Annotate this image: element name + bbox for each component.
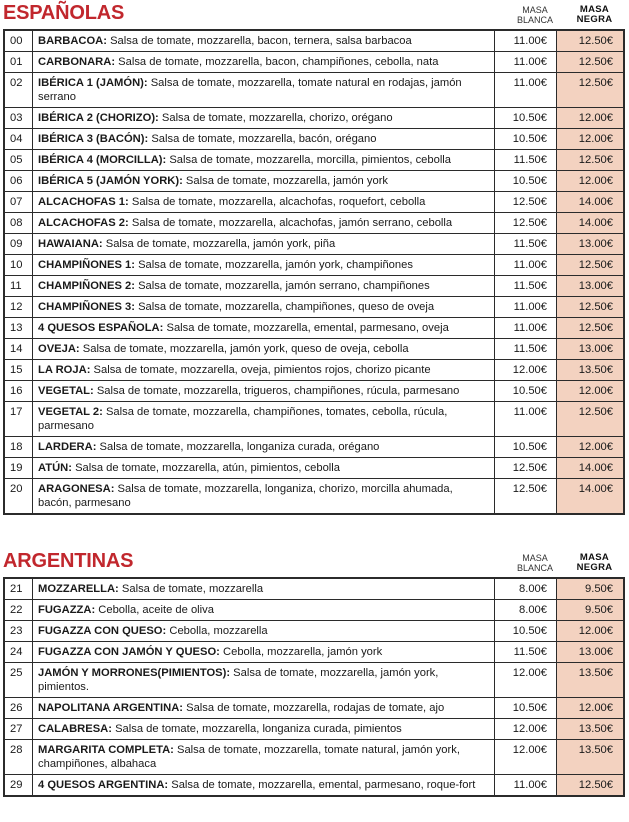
- item-number: 04: [4, 129, 33, 150]
- item-description-cell: [33, 698, 495, 719]
- menu-table: [3, 577, 625, 797]
- item-description-cell: [33, 437, 495, 458]
- price-masa-blanca: 11.00€: [495, 73, 557, 108]
- price-masa-negra: 12.00€: [557, 437, 625, 458]
- price-masa-blanca: 12.50€: [495, 479, 557, 515]
- menu-row: [4, 150, 624, 171]
- item-name: ALCACHOFAS 1:: [38, 196, 129, 208]
- item-ingredients: Salsa de tomate, mozzarella, tomate natural en rodajas, jamón serrano: [38, 77, 462, 103]
- item-number: 25: [4, 663, 33, 698]
- item-name: VEGETAL:: [38, 385, 94, 397]
- item-description-cell: [33, 52, 495, 73]
- menu-row: [4, 192, 624, 213]
- item-ingredients: Salsa de tomate, mozzarella, chorizo, orégano: [158, 112, 393, 124]
- item-name: IBÉRICA 5 (JAMÓN YORK):: [38, 175, 183, 187]
- column-header-line: MASA: [579, 4, 610, 15]
- item-description-cell: [33, 150, 495, 171]
- item-ingredients: Salsa de tomate, mozzarella, jamón york, champiñones: [134, 259, 413, 271]
- item-number: 14: [4, 339, 33, 360]
- column-header-line: NEGRA: [576, 14, 613, 25]
- item-number: 13: [4, 318, 33, 339]
- item-number: 05: [4, 150, 33, 171]
- column-header-masa-negra: [564, 5, 625, 25]
- price-masa-blanca: 10.50€: [495, 108, 557, 129]
- price-masa-blanca: 11.00€: [495, 52, 557, 73]
- item-name: MOZZARELLA:: [38, 583, 119, 595]
- price-masa-negra: 14.00€: [557, 213, 625, 234]
- item-name: NAPOLITANA ARGENTINA:: [38, 702, 184, 714]
- item-name: OVEJA:: [38, 343, 80, 355]
- price-masa-negra: 13.00€: [557, 276, 625, 297]
- price-masa-negra: 12.50€: [557, 297, 625, 318]
- item-description-cell: [33, 213, 495, 234]
- menu-row: [4, 621, 624, 642]
- menu-row: [4, 213, 624, 234]
- item-number: 15: [4, 360, 33, 381]
- section-header: [3, 548, 625, 577]
- item-name: ALCACHOFAS 2:: [38, 217, 129, 229]
- item-number: 10: [4, 255, 33, 276]
- price-masa-negra: 13.00€: [557, 642, 625, 663]
- price-masa-negra: 12.50€: [557, 52, 625, 73]
- menu-row: [4, 642, 624, 663]
- price-masa-blanca: 12.00€: [495, 740, 557, 775]
- item-name: IBÉRICA 1 (JAMÓN):: [38, 77, 148, 89]
- item-number: 16: [4, 381, 33, 402]
- item-name: CALABRESA:: [38, 723, 112, 735]
- item-ingredients: Salsa de tomate, mozzarella, jamón york: [182, 175, 389, 187]
- item-number: 07: [4, 192, 33, 213]
- item-description-cell: [33, 663, 495, 698]
- menu-row: [4, 600, 624, 621]
- price-masa-negra: 12.50€: [557, 318, 625, 339]
- item-description-cell: [33, 234, 495, 255]
- price-masa-negra: 14.00€: [557, 458, 625, 479]
- item-ingredients: Salsa de tomate, mozzarella, jamón york, piña: [102, 238, 336, 250]
- item-name: CHAMPIÑONES 1:: [38, 259, 135, 271]
- item-ingredients: Salsa de tomate, mozzarella, longaniza curada, orégano: [96, 441, 380, 453]
- price-masa-negra: 12.50€: [557, 30, 625, 52]
- item-name: LARDERA:: [38, 441, 97, 453]
- item-ingredients: Salsa de tomate, mozzarella, rodajas de tomate, ajo: [183, 702, 445, 714]
- menu-row: [4, 255, 624, 276]
- menu-table: [3, 29, 625, 515]
- item-description-cell: [33, 318, 495, 339]
- item-name: IBÉRICA 2 (CHORIZO):: [38, 112, 159, 124]
- price-masa-blanca: 10.50€: [495, 698, 557, 719]
- item-description-cell: [33, 775, 495, 797]
- item-number: 24: [4, 642, 33, 663]
- price-masa-blanca: 11.50€: [495, 642, 557, 663]
- price-masa-negra: 9.50€: [557, 578, 625, 600]
- item-number: 01: [4, 52, 33, 73]
- price-masa-blanca: 10.50€: [495, 171, 557, 192]
- price-masa-negra: 12.00€: [557, 171, 625, 192]
- item-name: IBÉRICA 3 (BACÓN):: [38, 133, 149, 145]
- item-ingredients: Salsa de tomate, mozzarella, atún, pimientos, cebolla: [71, 462, 340, 474]
- price-masa-negra: 13.00€: [557, 339, 625, 360]
- price-masa-blanca: 11.00€: [495, 775, 557, 797]
- item-ingredients: Salsa de tomate, mozzarella: [118, 583, 264, 595]
- menu-row: [4, 402, 624, 437]
- item-number: 26: [4, 698, 33, 719]
- price-masa-blanca: 10.50€: [495, 129, 557, 150]
- item-description-cell: [33, 621, 495, 642]
- item-description-cell: [33, 73, 495, 108]
- item-description-cell: [33, 339, 495, 360]
- price-masa-blanca: 10.50€: [495, 381, 557, 402]
- price-masa-negra: 12.50€: [557, 255, 625, 276]
- menu-row: [4, 437, 624, 458]
- item-name: HAWAIANA:: [38, 238, 103, 250]
- menu-row: [4, 663, 624, 698]
- price-masa-negra: 12.00€: [557, 381, 625, 402]
- item-name: IBÉRICA 4 (MORCILLA):: [38, 154, 167, 166]
- item-name: CHAMPIÑONES 2:: [38, 280, 135, 292]
- item-description-cell: [33, 740, 495, 775]
- price-masa-blanca: 11.00€: [495, 30, 557, 52]
- price-masa-negra: 12.50€: [557, 73, 625, 108]
- item-number: 02: [4, 73, 33, 108]
- price-masa-negra: 14.00€: [557, 479, 625, 515]
- menu-row: [4, 381, 624, 402]
- price-masa-blanca: 8.00€: [495, 578, 557, 600]
- menu-row: [4, 318, 624, 339]
- item-description-cell: [33, 171, 495, 192]
- price-masa-negra: 12.00€: [557, 129, 625, 150]
- price-masa-blanca: 12.00€: [495, 663, 557, 698]
- menu-row: [4, 775, 624, 797]
- section-title: ARGENTINAS: [3, 550, 134, 572]
- item-description-cell: [33, 600, 495, 621]
- item-ingredients: Cebolla, mozzarella: [166, 625, 268, 637]
- item-ingredients: Cebolla, aceite de oliva: [95, 604, 214, 616]
- item-number: 23: [4, 621, 33, 642]
- section-header: [3, 0, 625, 29]
- menu-row: [4, 458, 624, 479]
- item-name: MARGARITA COMPLETA:: [38, 744, 174, 756]
- price-masa-blanca: 12.50€: [495, 458, 557, 479]
- price-masa-negra: 12.00€: [557, 108, 625, 129]
- column-header-masa-blanca: [506, 553, 564, 573]
- item-ingredients: Salsa de tomate, mozzarella, emental, parmesano, roque-fort: [168, 779, 476, 791]
- menu-row: [4, 719, 624, 740]
- price-masa-negra: 14.00€: [557, 192, 625, 213]
- item-name: ATÚN:: [38, 462, 72, 474]
- item-ingredients: Salsa de tomate, mozzarella, jamón york, pimientos.: [38, 667, 439, 693]
- price-masa-blanca: 11.00€: [495, 318, 557, 339]
- menu-row: [4, 360, 624, 381]
- price-masa-blanca: 10.50€: [495, 437, 557, 458]
- price-masa-blanca: 12.00€: [495, 719, 557, 740]
- column-header-masa-negra: [564, 553, 625, 573]
- item-description-cell: [33, 276, 495, 297]
- menu-row: [4, 276, 624, 297]
- item-number: 28: [4, 740, 33, 775]
- item-ingredients: Salsa de tomate, mozzarella, oveja, pimientos rojos, chorizo picante: [90, 364, 431, 376]
- item-number: 22: [4, 600, 33, 621]
- item-ingredients: Salsa de tomate, mozzarella, emental, parmesano, oveja: [163, 322, 449, 334]
- item-ingredients: Salsa de tomate, mozzarella, morcilla, pimientos, cebolla: [166, 154, 452, 166]
- item-number: 00: [4, 30, 33, 52]
- menu-row: [4, 108, 624, 129]
- item-ingredients: Salsa de tomate, mozzarella, tomate natural, jamón york, champiñones, albahaca: [38, 744, 460, 770]
- item-description-cell: [33, 360, 495, 381]
- item-description-cell: [33, 108, 495, 129]
- item-name: FUGAZZA CON QUESO:: [38, 625, 167, 637]
- column-header-line: MASA: [579, 552, 610, 563]
- item-ingredients: Salsa de tomate, mozzarella, alcachofas, jamón serrano, cebolla: [128, 217, 453, 229]
- item-number: 19: [4, 458, 33, 479]
- item-number: 29: [4, 775, 33, 797]
- item-ingredients: Salsa de tomate, mozzarella, longaniza curada, pimientos: [111, 723, 402, 735]
- item-ingredients: Salsa de tomate, mozzarella, champiñones, tomates, cebolla, rúcula, parmesano: [38, 406, 448, 432]
- price-masa-negra: 13.00€: [557, 234, 625, 255]
- item-number: 17: [4, 402, 33, 437]
- price-masa-negra: 13.50€: [557, 719, 625, 740]
- item-name: VEGETAL 2:: [38, 406, 103, 418]
- item-ingredients: Salsa de tomate, mozzarella, trigueros, champiñones, rúcula, parmesano: [93, 385, 460, 397]
- section-title: ESPAÑOLAS: [3, 2, 125, 24]
- item-number: 09: [4, 234, 33, 255]
- item-description-cell: [33, 402, 495, 437]
- item-number: 03: [4, 108, 33, 129]
- menu-row: [4, 578, 624, 600]
- price-masa-negra: 12.50€: [557, 150, 625, 171]
- price-masa-negra: 12.00€: [557, 621, 625, 642]
- item-name: 4 QUESOS ARGENTINA:: [38, 779, 169, 791]
- item-description-cell: [33, 458, 495, 479]
- item-ingredients: Salsa de tomate, mozzarella, bacon, ternera, salsa barbacoa: [106, 35, 412, 47]
- item-name: ARAGONESA:: [38, 483, 115, 495]
- price-masa-negra: 13.50€: [557, 360, 625, 381]
- menu-row: [4, 171, 624, 192]
- column-header-masa-blanca: [506, 5, 564, 25]
- price-masa-negra: 12.00€: [557, 698, 625, 719]
- item-description-cell: [33, 719, 495, 740]
- item-name: FUGAZZA:: [38, 604, 96, 616]
- price-masa-blanca: 12.50€: [495, 213, 557, 234]
- column-header-line: MASA: [522, 553, 548, 563]
- item-ingredients: Cebolla, mozzarella, jamón york: [219, 646, 383, 658]
- price-masa-negra: 13.50€: [557, 663, 625, 698]
- item-number: 18: [4, 437, 33, 458]
- price-masa-blanca: 11.00€: [495, 402, 557, 437]
- item-number: 12: [4, 297, 33, 318]
- price-masa-blanca: 11.00€: [495, 297, 557, 318]
- price-masa-negra: 13.50€: [557, 740, 625, 775]
- price-masa-blanca: 11.00€: [495, 255, 557, 276]
- item-number: 08: [4, 213, 33, 234]
- item-number: 27: [4, 719, 33, 740]
- item-number: 06: [4, 171, 33, 192]
- item-description-cell: [33, 129, 495, 150]
- column-header-line: NEGRA: [576, 562, 613, 573]
- item-description-cell: [33, 30, 495, 52]
- menu-row: [4, 129, 624, 150]
- item-number: 11: [4, 276, 33, 297]
- column-header-line: BLANCA: [516, 15, 553, 25]
- price-masa-blanca: 11.50€: [495, 150, 557, 171]
- item-ingredients: Salsa de tomate, mozzarella, champiñones, queso de oveja: [134, 301, 435, 313]
- item-ingredients: Salsa de tomate, mozzarella, jamón york, queso de oveja, cebolla: [79, 343, 409, 355]
- menu-row: [4, 339, 624, 360]
- column-header-line: BLANCA: [516, 563, 553, 573]
- item-number: 21: [4, 578, 33, 600]
- section-argentinas: [3, 548, 625, 797]
- item-description-cell: [33, 192, 495, 213]
- price-masa-blanca: 12.00€: [495, 360, 557, 381]
- item-name: LA ROJA:: [38, 364, 91, 376]
- item-ingredients: Salsa de tomate, mozzarella, jamón serrano, champiñones: [134, 280, 430, 292]
- item-ingredients: Salsa de tomate, mozzarella, bacón, orégano: [148, 133, 377, 145]
- price-masa-negra: 12.50€: [557, 775, 625, 797]
- section-espanolas: [3, 0, 625, 515]
- item-description-cell: [33, 255, 495, 276]
- price-masa-blanca: 10.50€: [495, 621, 557, 642]
- price-masa-blanca: 12.50€: [495, 192, 557, 213]
- item-name: JAMÓN Y MORRONES(PIMIENTOS):: [38, 667, 231, 679]
- price-masa-blanca: 11.50€: [495, 276, 557, 297]
- price-masa-blanca: 8.00€: [495, 600, 557, 621]
- price-masa-blanca: 11.50€: [495, 234, 557, 255]
- item-description-cell: [33, 297, 495, 318]
- item-number: 20: [4, 479, 33, 515]
- item-description-cell: [33, 578, 495, 600]
- item-description-cell: [33, 479, 495, 515]
- column-header-line: MASA: [522, 5, 548, 15]
- item-description-cell: [33, 381, 495, 402]
- menu-row: [4, 698, 624, 719]
- item-name: FUGAZZA CON JAMÓN Y QUESO:: [38, 646, 220, 658]
- menu-row: [4, 297, 624, 318]
- item-ingredients: Salsa de tomate, mozzarella, alcachofas, roquefort, cebolla: [128, 196, 426, 208]
- item-name: CARBONARA:: [38, 56, 116, 68]
- item-description-cell: [33, 642, 495, 663]
- menu-row: [4, 479, 624, 515]
- menu-row: [4, 52, 624, 73]
- item-name: 4 QUESOS ESPAÑOLA:: [38, 322, 164, 334]
- menu-row: [4, 234, 624, 255]
- price-masa-blanca: 11.50€: [495, 339, 557, 360]
- item-ingredients: Salsa de tomate, mozzarella, longaniza, chorizo, morcilla ahumada, bacón, parmesano: [38, 483, 453, 509]
- menu-row: [4, 30, 624, 52]
- item-name: BARBACOA:: [38, 35, 107, 47]
- price-masa-negra: 12.50€: [557, 402, 625, 437]
- menu-row: [4, 73, 624, 108]
- menu-row: [4, 740, 624, 775]
- item-name: CHAMPIÑONES 3:: [38, 301, 135, 313]
- price-masa-negra: 9.50€: [557, 600, 625, 621]
- item-ingredients: Salsa de tomate, mozzarella, bacon, champiñones, cebolla, nata: [115, 56, 439, 68]
